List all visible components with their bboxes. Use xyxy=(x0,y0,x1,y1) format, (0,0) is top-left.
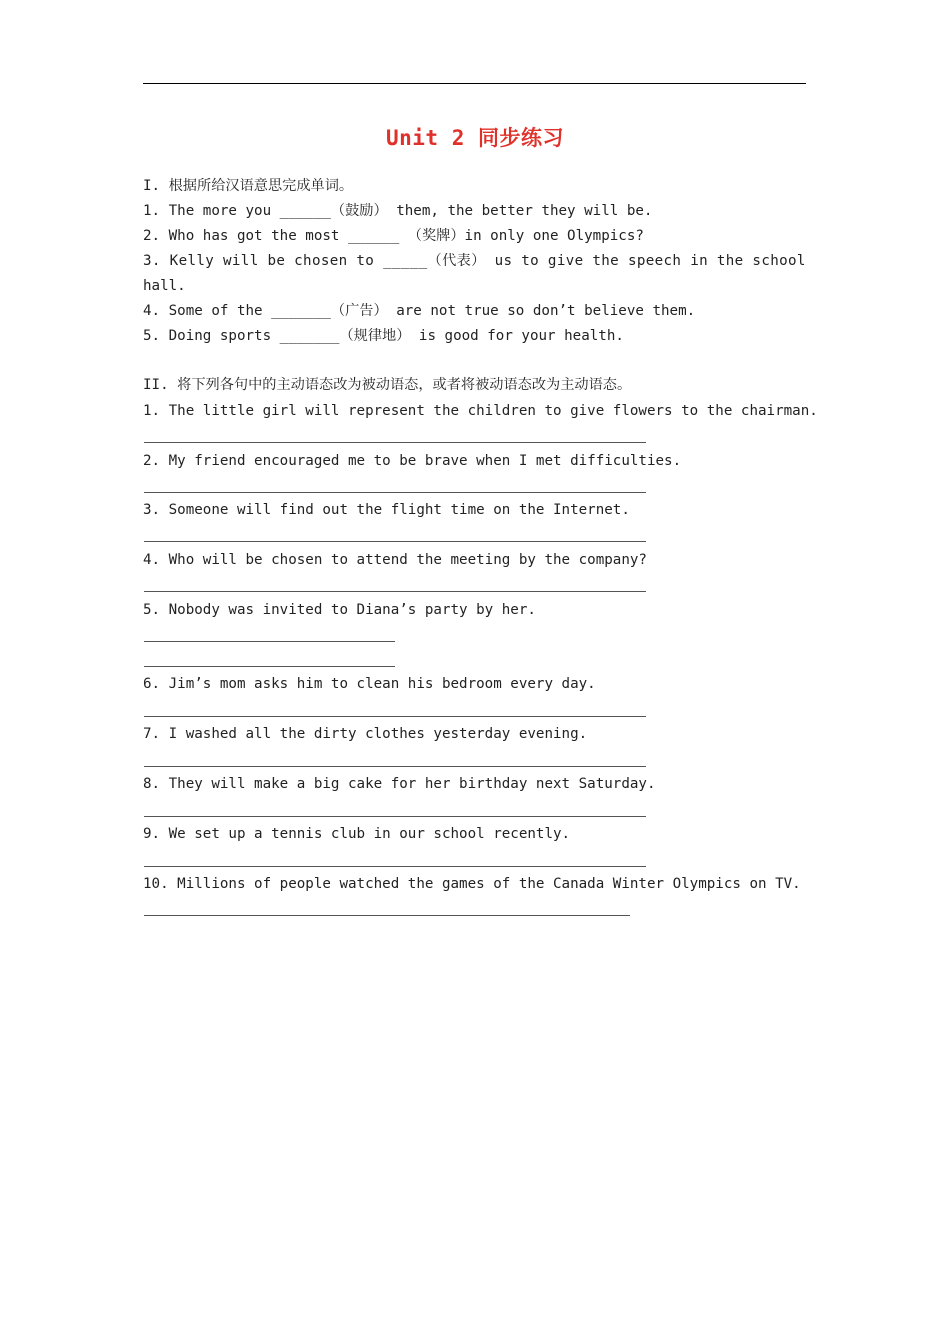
page-title: Unit 2 同步练习 xyxy=(385,126,564,150)
section2-item-8: 8. They will make a big cake for her birthday next Saturday. xyxy=(143,776,656,792)
section1-heading: I. 根据所给汉语意思完成单词。 xyxy=(143,178,354,194)
section1-item-2: 2. Who has got the most ______ （奖牌）in only one Olympics? xyxy=(143,228,644,244)
section1-item-5: 5. Doing sports _______（规律地） is good for your health. xyxy=(143,328,624,344)
answer-line-6[interactable] xyxy=(144,716,646,717)
section2-item-4: 4. Who will be chosen to attend the meeting by the company? xyxy=(143,552,647,568)
section1-item-3: 3. Kelly will be chosen to _____（代表） us to give the speech in the school xyxy=(143,253,806,269)
answer-line-8[interactable] xyxy=(144,816,646,817)
section2-item-9: 9. We set up a tennis club in our school recently. xyxy=(143,826,571,842)
section2-item-10: 10. Millions of people watched the games of the Canada Winter Olympics on TV. xyxy=(143,876,801,892)
answer-line-5a[interactable] xyxy=(144,641,395,642)
section1-item-3-continued: hall. xyxy=(143,278,186,294)
answer-line-4[interactable] xyxy=(144,591,646,592)
answer-line-10[interactable] xyxy=(144,915,630,916)
answer-line-1[interactable] xyxy=(144,442,646,443)
section2-item-3: 3. Someone will find out the flight time on the Internet. xyxy=(143,502,630,518)
section2-item-7: 7. I washed all the dirty clothes yesterday evening. xyxy=(143,726,588,742)
section1-item-4: 4. Some of the _______（广告） are not true so don’t believe them. xyxy=(143,303,696,319)
section2-heading: II. 将下列各句中的主动语态改为被动语态，或者将被动语态改为主动语态。 xyxy=(143,377,632,393)
answer-line-3[interactable] xyxy=(144,541,646,542)
answer-line-9[interactable] xyxy=(144,866,646,867)
section1-item-1: 1. The more you ______（鼓励） them, the better they will be. xyxy=(143,203,653,219)
section2-item-6: 6. Jim’s mom asks him to clean his bedroom every day. xyxy=(143,676,596,692)
answer-line-2[interactable] xyxy=(144,492,646,493)
section2-item-2: 2. My friend encouraged me to be brave when I met difficulties. xyxy=(143,453,682,469)
answer-line-5b[interactable] xyxy=(144,666,395,667)
answer-line-7[interactable] xyxy=(144,766,646,767)
section2-item-5: 5. Nobody was invited to Diana’s party by her. xyxy=(143,602,536,618)
section2-item-1: 1. The little girl will represent the children to give flowers to the chairman. xyxy=(143,403,818,419)
header-rule xyxy=(143,83,806,84)
